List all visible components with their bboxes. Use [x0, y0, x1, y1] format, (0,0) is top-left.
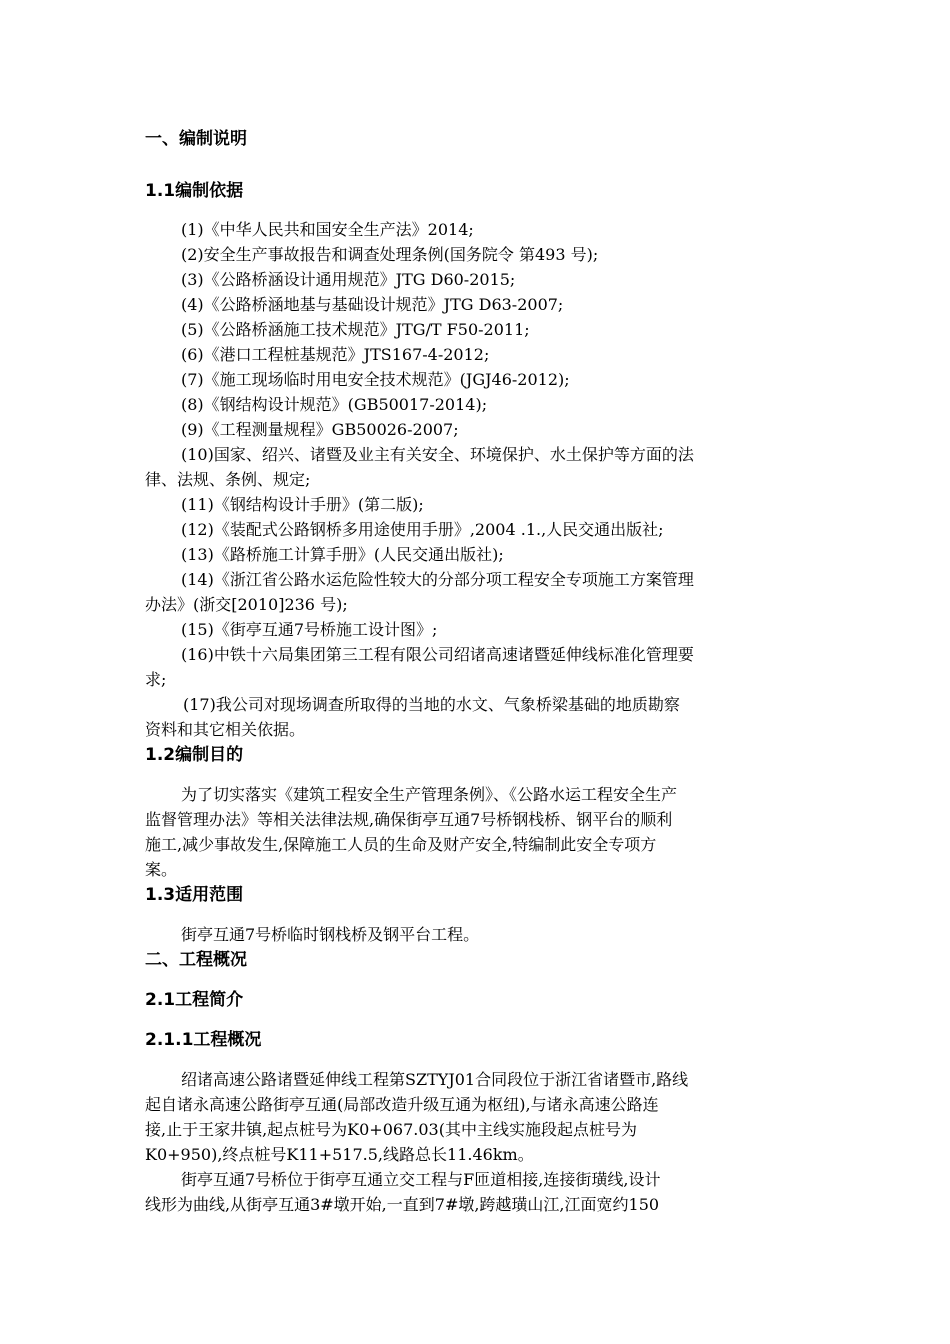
section-1-3-heading: 1.3适用范围 — [145, 885, 244, 905]
basis-item-7: (7)《施工现场临时用电安全技术规范》(JGJ46-2012); — [181, 370, 570, 389]
basis-item-12: (12)《装配式公路钢桥多用途使用手册》,2004 .1.,人民交通出版社; — [181, 520, 664, 539]
scope-line-1: 街亭互通7号桥临时钢栈桥及钢平台工程。 — [181, 925, 480, 944]
basis-item-17: (17)我公司对现场调查所取得的当地的水文、气象桥梁基础的地质勘察 — [183, 695, 680, 714]
basis-item-3: (3)《公路桥涵设计通用规范》JTG D60-2015; — [181, 270, 516, 289]
basis-item-4: (4)《公路桥涵地基与基础设计规范》JTG D63-2007; — [181, 295, 564, 314]
basis-item-15: (15)《街亭互通7号桥施工设计图》; — [181, 620, 438, 639]
basis-item-14: (14)《浙江省公路水运危险性较大的分部分项工程安全专项施工方案管理 — [181, 570, 694, 589]
basis-item-11: (11)《钢结构设计手册》(第二版); — [181, 495, 424, 514]
basis-item-16-cont: 求; — [145, 670, 167, 689]
purpose-line-1: 为了切实落实《建筑工程安全生产管理条例》、《公路水运工程安全生产 — [181, 785, 678, 804]
basis-item-10-cont: 律、法规、条例、规定; — [145, 470, 311, 489]
basis-item-14-cont: 办法》(浙交[2010]236 号); — [145, 595, 348, 614]
basis-item-5: (5)《公路桥涵施工技术规范》JTG/T F50-2011; — [181, 320, 530, 339]
section-1-heading: 一、编制说明 — [145, 129, 247, 149]
section-2-1-heading: 2.1工程简介 — [145, 990, 244, 1010]
overview-line-1: 绍诸高速公路诸暨延伸线工程第SZTYJ01合同段位于浙江省诸暨市,路线 — [181, 1070, 689, 1089]
overview-line-4: K0+950),终点桩号K11+517.5,线路总长11.46km。 — [145, 1145, 534, 1164]
basis-item-8: (8)《钢结构设计规范》(GB50017-2014); — [181, 395, 488, 414]
basis-item-10: (10)国家、绍兴、诸暨及业主有关安全、环境保护、水土保护等方面的法 — [181, 445, 694, 464]
section-1-2-heading: 1.2编制目的 — [145, 745, 244, 765]
section-1-1-heading: 1.1编制依据 — [145, 181, 244, 201]
overview-line-2: 起自诸永高速公路街亭互通(局部改造升级互通为枢纽),与诸永高速公路连 — [145, 1095, 659, 1114]
overview-line-3: 接,止于王家井镇,起点桩号为K0+067.03(其中主线实施段起点桩号为 — [145, 1120, 637, 1139]
basis-item-17-cont: 资料和其它相关依据。 — [145, 720, 306, 739]
section-2-heading: 二、工程概况 — [145, 950, 247, 970]
purpose-line-3: 施工,减少事故发生,保障施工人员的生命及财产安全,特编制此安全专项方 — [145, 835, 657, 854]
basis-item-16: (16)中铁十六局集团第三工程有限公司绍诸高速诸暨延伸线标准化管理要 — [181, 645, 694, 664]
overview-line-5: 街亭互通7号桥位于街亭互通立交工程与F匝道相接,连接街璜线,设计 — [181, 1170, 661, 1189]
overview-line-6: 线形为曲线,从街亭互通3#墩开始,一直到7#墩,跨越璜山江,江面宽约150 — [145, 1195, 660, 1214]
basis-item-9: (9)《工程测量规程》GB50026-2007; — [181, 420, 459, 439]
basis-item-2: (2)安全生产事故报告和调查处理条例(国务院令 第493 号); — [181, 245, 599, 264]
purpose-line-2: 监督管理办法》等相关法律法规,确保街亭互通7号桥钢栈桥、钢平台的顺利 — [145, 810, 673, 829]
basis-item-1: (1)《中华人民共和国安全生产法》2014; — [181, 220, 474, 239]
basis-item-13: (13)《路桥施工计算手册》(人民交通出版社); — [181, 545, 504, 564]
basis-item-6: (6)《港口工程桩基规范》JTS167-4-2012; — [181, 345, 490, 364]
section-2-1-1-heading: 2.1.1工程概况 — [145, 1030, 262, 1050]
purpose-line-4: 案。 — [145, 860, 178, 879]
